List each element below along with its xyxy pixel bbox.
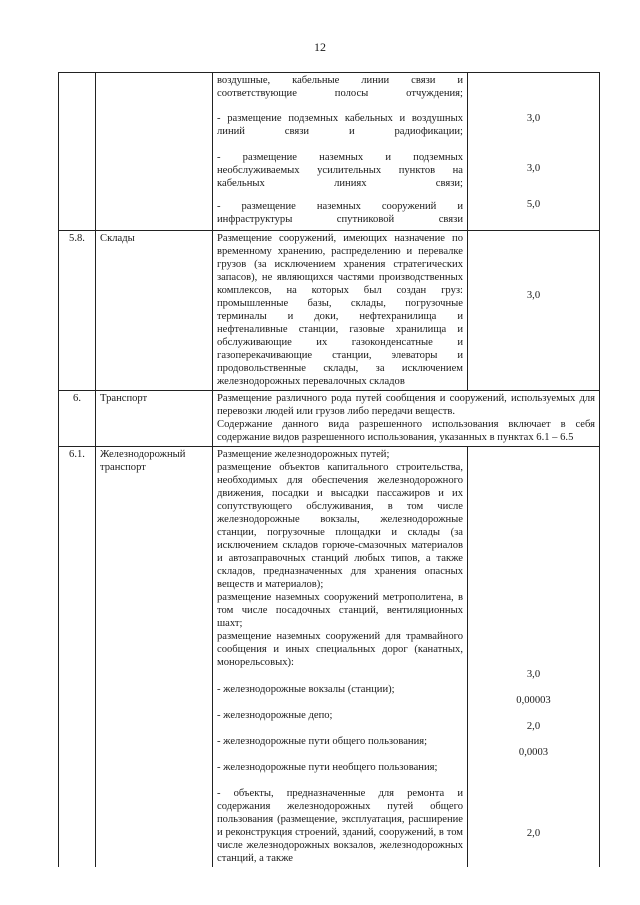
page-number: 12 [314, 40, 326, 54]
description-line: Размещение железнодорожных путей; [217, 449, 390, 460]
row-number-cell: 5.8. [59, 231, 96, 391]
value-item: 0,00003 [516, 695, 551, 706]
description-item: - железнодорожные пути необщего пользования; [217, 762, 438, 773]
value-item: 2,0 [526, 828, 541, 839]
value-item: 0,0003 [518, 747, 549, 758]
row-number-cell: 6. [59, 391, 96, 447]
table-row [59, 447, 600, 868]
row-number-cell: 6.1. [59, 447, 96, 868]
land-use-table [58, 72, 600, 867]
row-value-cell [468, 447, 600, 868]
table-row [59, 231, 600, 391]
description-paragraph: Размещение различного рода путей сообщения и сооружений, используемых для перевозки людей или грузов либо передачи веществ. [217, 393, 595, 417]
row-name-cell: Транспорт [96, 391, 213, 447]
table-row [59, 73, 600, 231]
description-item: - размещение подземных кабельных и воздушных линий связи и радиофикации; [217, 113, 463, 137]
row-name-cell [96, 73, 213, 231]
value-item: 3,0 [526, 113, 541, 124]
description-item: - железнодорожные депо; [217, 710, 333, 721]
row-description-cell [213, 391, 600, 447]
row-description-cell: Размещение сооружений, имеющих назначение по временному хранению, распределению и перевалке грузов (за исключением хранения стратегических запасов), не являющихся частями производственных комплексов, на которых был создан груз: промышленные базы, склады, погрузочные терминалы и доки, нефтехранилища и нефтеналивные станции, газовые хранилища и обслуживающие их газоконденсатные и газоперекачивающие станции, элеваторы и продовольственные склады, за исключением железнодорожных перевалочных складов [213, 231, 468, 391]
row-name-cell: Склады [96, 231, 213, 391]
row-description-cell [213, 447, 468, 868]
description-item: - размещение наземных и подземных необслуживаемых усилительных пунктов на кабельных линиях связи; [217, 152, 463, 189]
description-line: размещение объектов капитального строительства, необходимых для обеспечения железнодорожного движения, посадки и высадки пассажиров и их сопутствующего обслуживания, в том числе железнодорожные вокзалы, железнодорожные станции, погрузочные площадки и склады (за исключением складов горюче-смазочных материалов и автозаправочных станций любых типов, а также складов, предназначенных для хранения опасных веществ и материалов); [217, 462, 463, 590]
description-item: - размещение наземных сооружений и инфраструктуры спутниковой связи [217, 201, 463, 225]
row-description-cell [213, 73, 468, 231]
row-name-cell: Железнодорожный транспорт [96, 447, 213, 868]
description-item: - объекты, предназначенные для ремонта и содержания железнодорожных путей общего пользования (размещение, эксплуатация, расширение и реконструкция строений, зданий, сооружений, в том числе железнодорожных вокзалов, железнодорожных станций, а также [217, 788, 463, 864]
table-row [59, 391, 600, 447]
row-value-cell [468, 73, 600, 231]
description-item: - железнодорожные пути общего пользования; [217, 736, 428, 747]
value-item: 5,0 [526, 199, 541, 210]
description-item: воздушные, кабельные линии связи и соответствующие полосы отчуждения; [217, 75, 463, 99]
value-item: 3,0 [526, 163, 541, 174]
description-line: размещение наземных сооружений метрополитена, в том числе посадочных станций, вентиляционных шахт; [217, 592, 463, 629]
value-item: 3,0 [526, 290, 541, 301]
value-item: 3,0 [526, 669, 541, 680]
description-line: размещение наземных сооружений для трамвайного сообщения и иных специальных дорог (канатных, монорельсовых): [217, 631, 463, 668]
row-value-cell [468, 231, 600, 391]
description-paragraph: Содержание данного вида разрешенного использования включает в себя содержание видов разрешенного использования, указанных в пунктах 6.1 – 6.5 [217, 419, 595, 443]
row-number-cell [59, 73, 96, 231]
value-item: 2,0 [526, 721, 541, 732]
description-item: - железнодорожные вокзалы (станции); [217, 684, 395, 695]
